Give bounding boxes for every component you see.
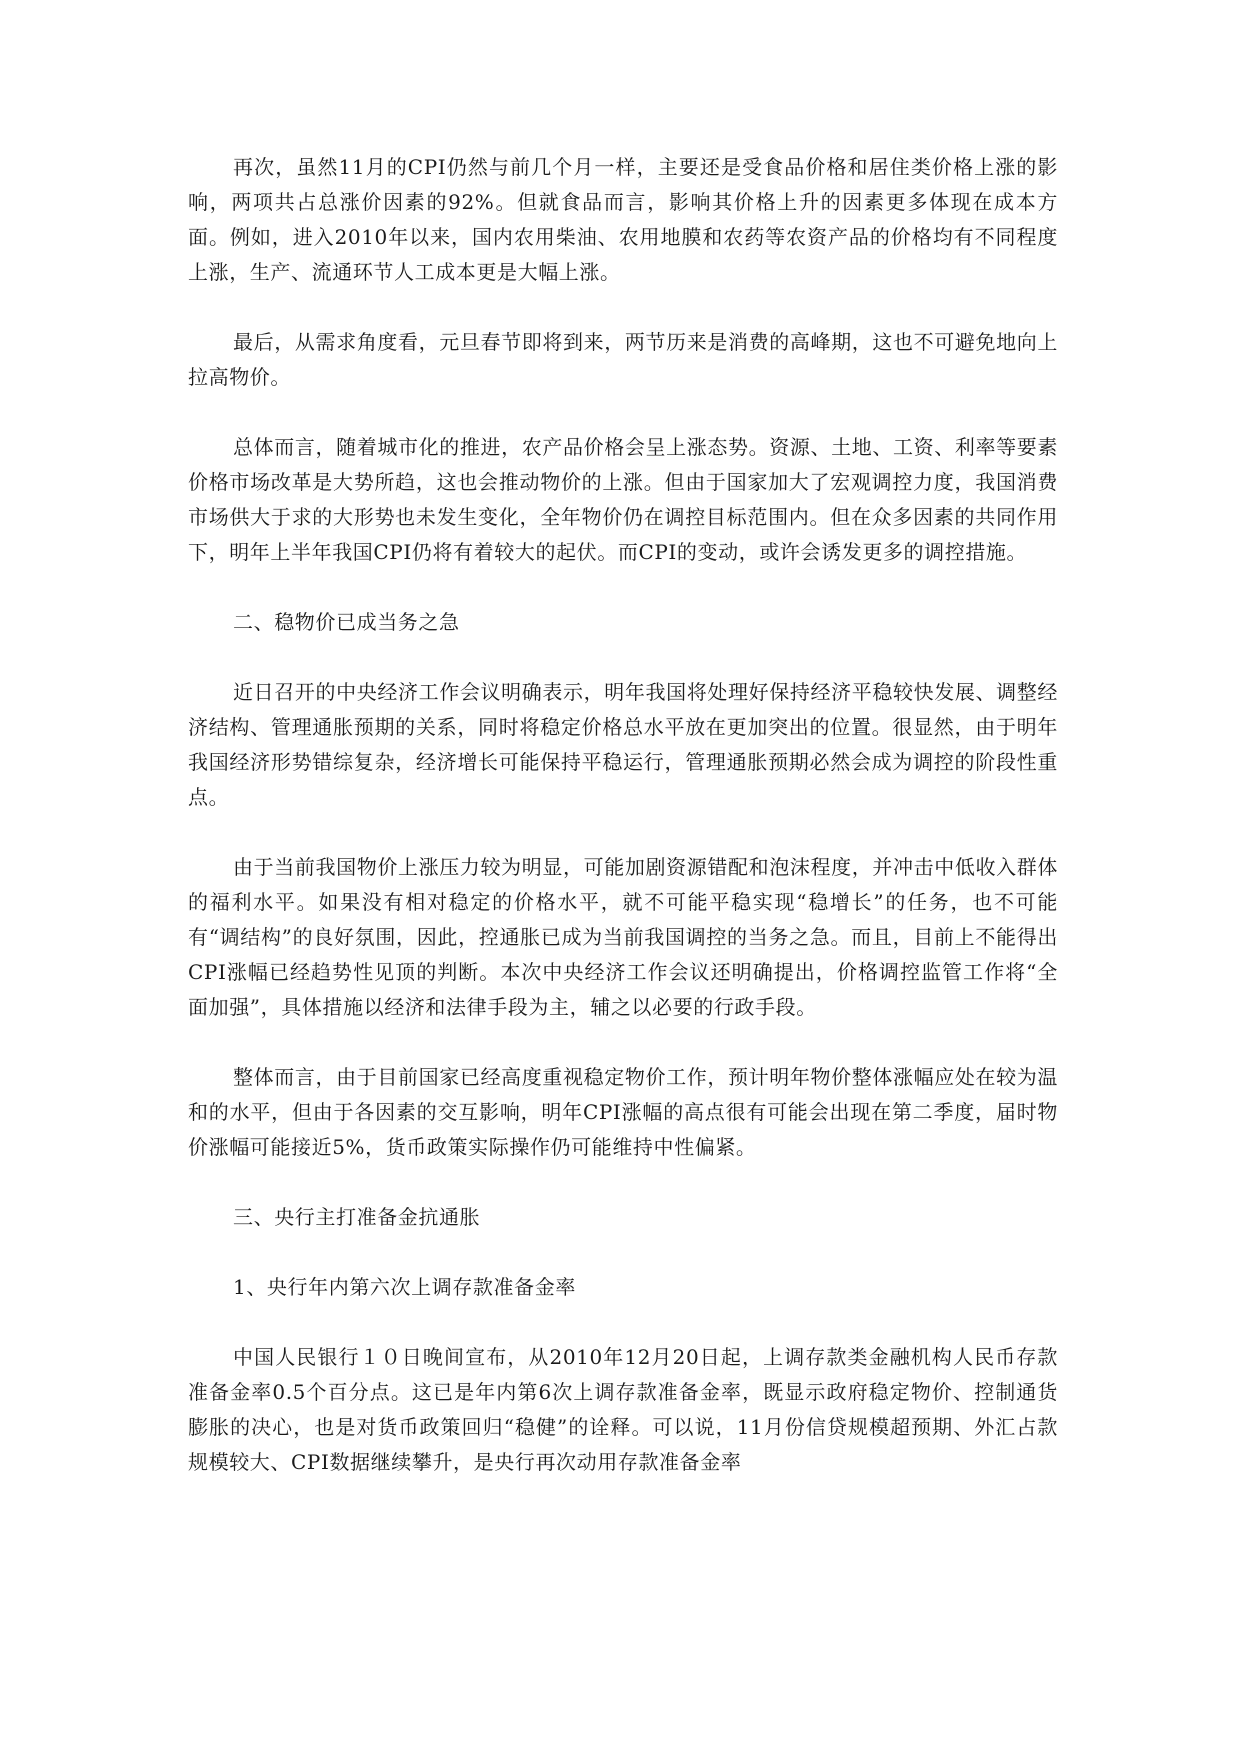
paragraph-economic-conference: 近日召开的中央经济工作会议明确表示，明年我国将处理好保持经济平稳较快发展、调整经济结构、管理通胀预期的关系，同时将稳定价格总水平放在更加突出的位置。很显然，由于明年我国经济形势错综复杂，经济增长可能保持平稳运行，管理通胀预期必然会成为调控的阶段性重点。 [188, 680, 1058, 809]
paragraph-overall: 总体而言，随着城市化的推进，农产品价格会呈上涨态势。资源、土地、工资、利率等要素价格市场改革是大势所趋，这也会推动物价的上涨。但由于国家加大了宏观调控力度，我国消费市场供大于求的大形势也未发生变化，全年物价仍在调控目标范围内。但在众多因素的共同作用下，明年上半年我国CPI仍将有着较大的起伏。而CPI的变动，或许会诱发更多的调控措施。 [188, 435, 1058, 564]
paragraph-demand: 最后，从需求角度看，元旦春节即将到来，两节历来是消费的高峰期，这也不可避免地向上拉高物价。 [188, 330, 1058, 389]
subsection-heading-1: 1、央行年内第六次上调存款准备金率 [233, 1275, 576, 1299]
paragraph-cpi-factors: 再次，虽然11月的CPI仍然与前几个月一样，主要还是受食品价格和居住类价格上涨的影响，两项共占总涨价因素的92%。但就食品而言，影响其价格上升的因素更多体现在成本方面。例如，进入2010年以来，国内农用柴油、农用地膜和农药等农资产品的价格均有不同程度上涨，生产、流通环节人工成本更是大幅上涨。 [188, 155, 1058, 284]
section-heading-2: 二、稳物价已成当务之急 [233, 610, 460, 634]
paragraph-forecast: 整体而言，由于目前国家已经高度重视稳定物价工作，预计明年物价整体涨幅应处在较为温和的水平，但由于各因素的交互影响，明年CPI涨幅的高点很有可能会出现在第二季度，届时物价涨幅可能接近5%，货币政策实际操作仍可能维持中性偏紧。 [188, 1065, 1058, 1159]
paragraph-reserve-ratio: 中国人民银行１０日晚间宣布，从2010年12月20日起，上调存款类金融机构人民币存款准备金率0.5个百分点。这已是年内第6次上调存款准备金率，既显示政府稳定物价、控制通货膨胀的决心，也是对货币政策回归“稳健”的诠释。可以说，11月份信贷规模超预期、外汇占款规模较大、CPI数据继续攀升，是央行再次动用存款准备金率 [188, 1345, 1058, 1474]
paragraph-inflation-pressure: 由于当前我国物价上涨压力较为明显，可能加剧资源错配和泡沫程度，并冲击中低收入群体的福利水平。如果没有相对稳定的价格水平，就不可能平稳实现“稳增长”的任务，也不可能有“调结构”的良好氛围，因此，控通胀已成为当前我国调控的当务之急。而且，目前上不能得出CPI涨幅已经趋势性见顶的判断。本次中央经济工作会议还明确提出，价格调控监管工作将“全面加强”，具体措施以经济和法律手段为主，辅之以必要的行政手段。 [188, 855, 1058, 1019]
section-heading-3: 三、央行主打准备金抗通胀 [233, 1205, 481, 1229]
document-body [188, 150, 1058, 1515]
